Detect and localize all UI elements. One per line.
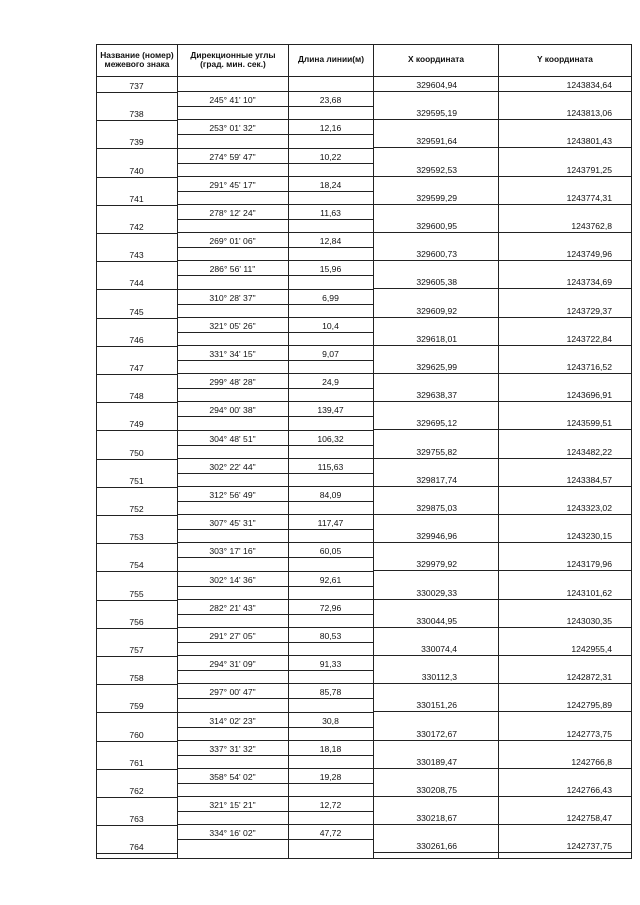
row-border (373, 91, 631, 92)
line-length: 30,8 (322, 715, 339, 726)
line-length: 12,72 (319, 800, 342, 811)
header-y: Y координата (537, 54, 593, 65)
point-number: 755 (129, 588, 144, 599)
header-angle: Дирекционные углы (град. мин. сек.) (190, 49, 276, 69)
x-coordinate: 329979,92 (416, 559, 457, 570)
point-number: 752 (129, 504, 144, 514)
column-divider (177, 44, 178, 858)
row-border (373, 176, 631, 177)
line-length: 117,47 (317, 518, 344, 529)
direction-angle: 299° 48' 28" (209, 377, 256, 388)
point-number: 758 (129, 673, 144, 684)
row-border (96, 656, 177, 657)
x-coordinate: 329600,73 (416, 249, 457, 260)
segment-border (177, 571, 373, 572)
row-border (373, 317, 631, 318)
x-coordinate: 330151,26 (416, 700, 457, 711)
y-coordinate: 1243729,37 (566, 305, 612, 316)
point-number: 756 (129, 616, 144, 627)
segment-border (177, 360, 373, 361)
segment-border (177, 839, 373, 840)
segment-border (177, 304, 373, 305)
segment-border (177, 247, 373, 248)
y-coordinate: 1242766,8 (571, 756, 612, 767)
point-number: 753 (129, 532, 144, 543)
y-coordinate: 1243030,35 (566, 615, 612, 626)
row-border (96, 346, 177, 347)
point-number: 751 (129, 475, 144, 486)
y-coordinate: 1242955,4 (571, 644, 612, 654)
table-bottom-border (96, 858, 632, 859)
y-coordinate: 1243101,62 (566, 587, 612, 598)
segment-border (177, 119, 373, 120)
segment-border (177, 176, 373, 177)
column-divider (96, 44, 97, 858)
row-border (373, 373, 631, 374)
direction-angle: 310° 28' 37" (209, 292, 256, 303)
row-border (373, 683, 631, 684)
point-number: 759 (129, 701, 144, 712)
x-coordinate: 329695,12 (416, 418, 457, 429)
direction-angle: 307° 45' 31" (209, 518, 256, 529)
row-border (373, 824, 631, 825)
direction-angle: 337° 31' 32" (209, 743, 256, 754)
line-length: 47,72 (319, 828, 342, 839)
row-border (96, 233, 177, 234)
row-border (96, 515, 177, 516)
segment-border (177, 727, 373, 728)
row-border (373, 345, 631, 346)
segment-border (177, 698, 373, 699)
segment-border (177, 783, 373, 784)
row-border (373, 147, 631, 148)
segment-border (177, 542, 373, 543)
row-border (96, 741, 177, 742)
row-border (96, 261, 177, 262)
line-length: 12,84 (319, 236, 342, 247)
row-border (96, 318, 177, 319)
row-border (96, 825, 177, 826)
segment-border (177, 614, 373, 615)
row-border (96, 543, 177, 544)
y-coordinate: 1243482,22 (566, 446, 612, 457)
segment-border (177, 91, 373, 92)
segment-border (177, 473, 373, 474)
point-number: 740 (129, 165, 144, 176)
segment-border (177, 163, 373, 164)
segment-border (177, 683, 373, 684)
point-number: 747 (129, 363, 144, 373)
x-coordinate: 330189,47 (416, 756, 457, 767)
y-coordinate: 1242766,43 (566, 785, 612, 795)
row-border (96, 402, 177, 403)
segment-border (177, 458, 373, 459)
line-length: 18,18 (319, 743, 342, 754)
x-coordinate: 330261,66 (416, 841, 457, 852)
x-coordinate: 329592,53 (416, 164, 457, 175)
segment-border (177, 345, 373, 346)
segment-border (177, 289, 373, 290)
direction-angle: 294° 00' 38" (209, 405, 256, 416)
row-border (96, 797, 177, 798)
y-coordinate: 1243722,84 (566, 333, 612, 344)
segment-border (177, 670, 373, 671)
line-length: 84,09 (319, 489, 342, 500)
row-border (373, 740, 631, 741)
line-length: 106,32 (317, 433, 344, 444)
x-coordinate: 329817,74 (416, 474, 457, 485)
segment-border (177, 768, 373, 769)
direction-angle: 321° 05' 26" (209, 320, 256, 331)
row-border (96, 92, 177, 93)
y-coordinate: 1243749,96 (566, 249, 612, 260)
direction-angle: 291° 27' 05" (209, 630, 256, 641)
direction-angle: 303° 17' 16" (209, 546, 256, 557)
direction-angle: 302° 22' 44" (209, 461, 256, 472)
row-border (373, 458, 631, 459)
row-border (96, 120, 177, 121)
row-border (373, 260, 631, 261)
line-length: 23,68 (319, 95, 342, 106)
x-coordinate: 330218,67 (416, 813, 457, 824)
point-number: 738 (129, 109, 144, 120)
row-border (96, 148, 177, 149)
y-coordinate: 1243696,91 (566, 390, 612, 401)
point-number: 760 (129, 729, 144, 740)
segment-border (177, 219, 373, 220)
direction-angle: 358° 54' 02" (209, 771, 256, 782)
point-number: 764 (129, 842, 144, 853)
segment-border (177, 796, 373, 797)
header-bottom-border (96, 76, 632, 77)
y-coordinate: 1243179,96 (566, 559, 612, 570)
line-length: 10,22 (319, 151, 342, 162)
segment-border (177, 811, 373, 812)
x-coordinate: 329591,64 (416, 136, 457, 147)
row-border (373, 711, 631, 712)
segment-border (177, 106, 373, 107)
point-number: 739 (129, 137, 144, 148)
y-coordinate: 1243801,43 (566, 136, 612, 147)
row-border (96, 459, 177, 460)
point-number: 762 (129, 786, 144, 796)
column-divider (498, 44, 499, 858)
point-number: 763 (129, 814, 144, 825)
direction-angle: 297° 00' 47" (209, 687, 256, 698)
row-border (373, 768, 631, 769)
row-border (96, 571, 177, 572)
row-border (96, 205, 177, 206)
row-border (96, 374, 177, 375)
row-border (373, 429, 631, 430)
point-number: 745 (129, 306, 144, 317)
segment-border (177, 740, 373, 741)
direction-angle: 321° 15' 21" (209, 800, 256, 811)
y-coordinate: 1243791,25 (566, 164, 612, 175)
x-coordinate: 330044,95 (416, 615, 457, 626)
x-coordinate: 329946,96 (416, 531, 457, 542)
direction-angle: 245° 41' 10" (209, 95, 256, 106)
row-border (373, 486, 631, 487)
row-border (96, 430, 177, 431)
segment-border (177, 755, 373, 756)
x-coordinate: 329600,95 (416, 221, 457, 231)
segment-border (177, 332, 373, 333)
x-coordinate: 329875,03 (416, 503, 457, 513)
line-length: 18,24 (319, 179, 342, 190)
row-border (373, 852, 631, 853)
segment-border (177, 148, 373, 149)
row-border (373, 599, 631, 600)
point-number: 761 (129, 757, 144, 768)
row-border (96, 628, 177, 629)
segment-border (177, 232, 373, 233)
direction-angle: 282° 21' 43" (209, 602, 256, 613)
segment-border (177, 627, 373, 628)
line-length: 6,99 (322, 292, 339, 303)
x-coordinate: 329605,38 (416, 277, 457, 288)
y-coordinate: 1242758,47 (566, 813, 612, 824)
x-coordinate: 329638,37 (416, 390, 457, 401)
direction-angle: 302° 14' 36" (209, 574, 256, 585)
y-coordinate: 1242872,31 (566, 672, 612, 683)
header-x: X координата (407, 54, 465, 65)
point-number: 754 (129, 560, 144, 571)
row-border (96, 177, 177, 178)
segment-border (177, 191, 373, 192)
line-length: 91,33 (319, 659, 342, 670)
direction-angle: 294° 31' 09" (209, 659, 256, 670)
row-border (96, 712, 177, 713)
x-coordinate: 329755,82 (416, 446, 457, 457)
segment-border (177, 486, 373, 487)
segment-border (177, 204, 373, 205)
y-coordinate: 1243716,52 (566, 362, 612, 372)
point-number: 746 (129, 334, 144, 345)
point-number: 757 (129, 645, 144, 655)
line-length: 60,05 (319, 546, 342, 557)
row-border (373, 655, 631, 656)
segment-border (177, 529, 373, 530)
x-coordinate: 329599,29 (416, 192, 457, 203)
point-number: 743 (129, 250, 144, 261)
row-border (96, 684, 177, 685)
line-length: 139,47 (317, 405, 344, 416)
direction-angle: 314° 02' 23" (209, 715, 256, 726)
column-divider (631, 44, 632, 858)
segment-border (177, 373, 373, 374)
direction-angle: 334° 16' 02" (209, 828, 256, 839)
x-coordinate: 330172,67 (416, 728, 457, 739)
row-border (373, 542, 631, 543)
segment-border (177, 824, 373, 825)
y-coordinate: 1243599,51 (566, 418, 612, 429)
y-coordinate: 1243834,64 (566, 80, 612, 90)
line-length: 15,96 (319, 264, 342, 275)
direction-angle: 286° 56' 11" (209, 264, 256, 275)
row-border (96, 487, 177, 488)
direction-angle: 312° 56' 49" (209, 489, 256, 500)
direction-angle: 278° 12' 24" (209, 207, 256, 218)
line-length: 92,61 (319, 574, 342, 585)
column-divider (288, 44, 289, 858)
y-coordinate: 1242773,75 (566, 728, 612, 739)
line-length: 72,96 (319, 602, 342, 613)
direction-angle: 331° 34' 15" (209, 348, 256, 359)
y-coordinate: 1243762,8 (571, 221, 612, 231)
header-length: Длина линии(м) (297, 54, 365, 65)
segment-border (177, 416, 373, 417)
segment-border (177, 401, 373, 402)
y-coordinate: 1242737,75 (566, 841, 612, 852)
row-border (373, 796, 631, 797)
header-name: Название (номер) межевого знака (100, 49, 174, 69)
x-coordinate: 329618,01 (416, 333, 457, 344)
line-length: 11,63 (320, 207, 341, 218)
row-border (373, 288, 631, 289)
segment-border (177, 260, 373, 261)
row-border (373, 119, 631, 120)
segment-border (177, 712, 373, 713)
y-coordinate: 1243323,02 (566, 503, 612, 513)
y-coordinate: 1243384,57 (566, 474, 612, 485)
x-coordinate: 329595,19 (416, 108, 457, 119)
point-number: 749 (129, 419, 144, 430)
row-border (373, 232, 631, 233)
segment-border (177, 599, 373, 600)
line-length: 19,28 (319, 771, 342, 782)
x-coordinate: 330074,4 (421, 644, 457, 654)
row-border (96, 769, 177, 770)
segment-border (177, 514, 373, 515)
point-number: 748 (129, 391, 144, 402)
row-border (373, 401, 631, 402)
line-length: 24,9 (322, 377, 339, 388)
line-length: 9,07 (322, 348, 339, 359)
y-coordinate: 1243230,15 (566, 531, 612, 542)
x-coordinate: 330029,33 (416, 587, 457, 598)
column-divider (373, 44, 374, 858)
line-length: 80,53 (319, 630, 342, 641)
row-border (373, 570, 631, 571)
direction-angle: 253° 01' 32" (209, 123, 256, 134)
segment-border (177, 557, 373, 558)
line-length: 85,78 (319, 687, 342, 698)
direction-angle: 274° 59' 47" (209, 151, 256, 162)
x-coordinate: 329609,92 (416, 305, 457, 316)
y-coordinate: 1243774,31 (566, 192, 612, 203)
x-coordinate: 330112,3 (421, 672, 457, 683)
x-coordinate: 329604,94 (416, 80, 457, 90)
direction-angle: 291° 45' 17" (209, 179, 256, 190)
point-number: 742 (129, 222, 144, 232)
row-border (373, 204, 631, 205)
x-coordinate: 329625,99 (416, 362, 457, 372)
segment-border (177, 445, 373, 446)
row-border (96, 853, 177, 854)
segment-border (177, 388, 373, 389)
table-top-border (96, 44, 632, 45)
row-border (96, 600, 177, 601)
segment-border (177, 275, 373, 276)
point-number: 744 (129, 278, 144, 289)
segment-border (177, 501, 373, 502)
line-length: 12,16 (319, 123, 342, 134)
y-coordinate: 1243813,06 (566, 108, 612, 119)
row-border (373, 514, 631, 515)
row-border (96, 289, 177, 290)
y-coordinate: 1243734,69 (566, 277, 612, 288)
segment-border (177, 586, 373, 587)
line-length: 115,63 (317, 461, 344, 472)
point-number: 741 (129, 193, 144, 204)
point-number: 750 (129, 447, 144, 458)
segment-border (177, 642, 373, 643)
x-coordinate: 330208,75 (416, 785, 457, 795)
segment-border (177, 317, 373, 318)
row-border (373, 627, 631, 628)
segment-border (177, 134, 373, 135)
segment-border (177, 430, 373, 431)
y-coordinate: 1242795,89 (566, 700, 612, 711)
line-length: 10,4 (322, 320, 339, 331)
direction-angle: 304° 48' 51" (209, 433, 256, 444)
segment-border (177, 655, 373, 656)
point-number: 737 (129, 81, 144, 91)
direction-angle: 269° 01' 06" (209, 236, 256, 247)
